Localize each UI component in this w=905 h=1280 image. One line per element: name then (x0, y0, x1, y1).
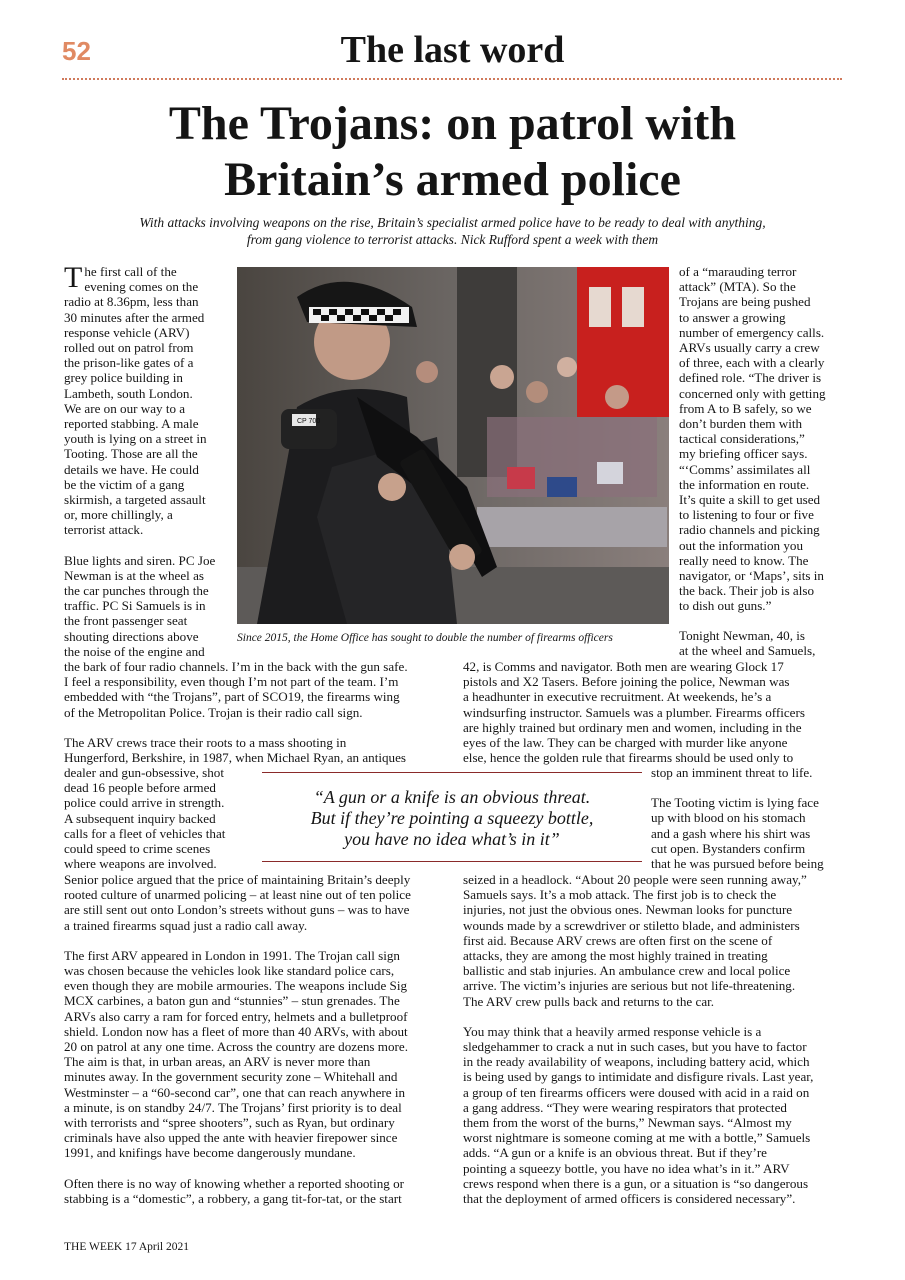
text-line: I feel a responsibility, even though I’m not part of the team. I’m (64, 674, 399, 690)
text-line: We are on our way to a (64, 400, 186, 416)
text-line: and a gash where his shirt was (651, 825, 811, 841)
text-line: to answer a growing (679, 309, 786, 325)
text-line: rolled out on patrol from (64, 340, 194, 356)
text-line: a minute, is on standby 24/7. The Trojans’ first priority is to deal (64, 1099, 402, 1115)
footer-issue: THE WEEK 17 April 2021 (64, 1241, 189, 1253)
text-line: radio channels and picking (679, 522, 820, 538)
text-line: wounds made by a screwdriver or stiletto blade, and administers (463, 917, 800, 933)
article-photo (237, 267, 669, 624)
pull-quote (262, 772, 642, 862)
text-line: cut open. Bystanders confirm (651, 840, 806, 856)
text-line: Often there is no way of knowing whether a reported shooting or (64, 1175, 404, 1191)
text-line: dealer and gun-obsessive, shot (64, 765, 224, 780)
left-column-narrow (64, 261, 234, 659)
text-line: adds. “A gun or a knife is an obvious threat. But if they’re (463, 1145, 767, 1161)
text-line: Newman is at the wheel as (64, 567, 204, 583)
text-line: 1991, and knifings have become dangerously mundane. (64, 1145, 356, 1161)
text-line: traffic. PC Si Samuels is in (64, 598, 206, 614)
text-line: Blue lights and siren. PC Joe (64, 552, 216, 568)
text-line: dead 16 people before armed (64, 780, 216, 796)
text-line: ARVs also carry a ram for forced entry, helmets and a bulletproof (64, 1008, 408, 1024)
left-column-wide (64, 659, 444, 765)
text-line: pistols and X2 Tasers. Before joining the police, Newman was (463, 674, 790, 690)
badge-text: CP 700 (297, 418, 321, 425)
paragraph-7 (463, 659, 848, 765)
paragraph-6 (679, 264, 849, 614)
paragraph-3-end (64, 872, 444, 933)
text-line: The ARV crew pulls back and returns to the car. (463, 993, 715, 1009)
text-line: Trojans are being pushed (679, 294, 811, 310)
text-line: are highly trained but ordinary men and women, including in the (463, 719, 802, 735)
text-line: 30 minutes after the armed (64, 309, 205, 325)
text-line: police could arrive in strength. (64, 795, 225, 811)
left-column-pullquote-wrap (64, 765, 259, 871)
text-line: Senior police argued that the price of maintaining Britain’s deeply (64, 872, 411, 887)
text-line: stabbing is a “domestic”, a robbery, a gang tit-for-tat, or the start (64, 1190, 402, 1206)
text-line: minutes away. In the government security zone – Whitehall and (64, 1069, 398, 1085)
text-line: else, hence the golden rule that firearms should be used only to (463, 750, 794, 766)
text-line: youth is lying on a street in (64, 431, 207, 447)
text-line: the front passenger seat (64, 613, 188, 629)
text-line: The Tooting victim is lying face (651, 795, 819, 811)
standfirst (90, 214, 815, 248)
pull-quote-line: you have no idea what’s in it” (344, 829, 560, 849)
pull-quote-line: But if they’re pointing a squeezy bottle, (310, 808, 594, 828)
text-line: defined role. “The driver is (679, 370, 822, 386)
paragraph-8-start (651, 795, 846, 871)
text-line: the noise of the engine and (64, 643, 205, 659)
text-line: “‘Comms’ assimilates all (679, 461, 811, 477)
text-line: the information en route. (679, 476, 810, 492)
photo-caption: Since 2015, the Home Office has sought to double the number of firearms officers (237, 632, 613, 644)
text-line: rooted culture of unarmed policing – at least nine out of ten police (64, 887, 411, 903)
text-line: Samuels says. It’s a mob attack. The first job is to check the (463, 887, 777, 903)
text-line: a gang address. “They were wearing respirators that protected (463, 1099, 787, 1115)
text-line: criminals have also upped the ante with heavier firepower since (64, 1130, 398, 1146)
text-line: that he was pursued before being (651, 856, 824, 872)
text-line: of three, each with a clearly (679, 355, 825, 371)
text-line: injuries, not just the obvious ones. Newman looks for puncture (463, 902, 793, 918)
text-line: arrive. The victim’s injuries are serious but not life-threatening. (463, 978, 796, 994)
text-line: details we have. He could (64, 461, 199, 477)
text-line: You may think that a heavily armed response vehicle is a (463, 1023, 762, 1039)
paragraph-7-end (651, 765, 846, 780)
text-line: radio at 8.36pm, less than (64, 294, 199, 310)
text-line: up with blood on his stomach (651, 810, 806, 826)
text-line: A subsequent inquiry backed (64, 810, 216, 826)
headline-line: Britain’s armed police (224, 153, 681, 206)
text-line: tactical considerations,” (679, 431, 805, 447)
text-line: It’s quite a skill to get used (679, 492, 821, 508)
text-line: a group of ten firearms officers were doused with acid in a raid on (463, 1084, 810, 1100)
text-line: of the Metropolitan Police. Trojan is their radio call sign. (64, 704, 363, 720)
text-line: skirmish, a targeted assault (64, 492, 206, 508)
text-line: them from the worst of the burns,” Newman says. “Almost my (463, 1115, 792, 1131)
standfirst-line: from gang violence to terrorist attacks. Nick Rufford spent a week with them (246, 232, 659, 247)
drop-cap: T (64, 261, 83, 294)
paragraph-8 (463, 872, 848, 1009)
police-officer-photo (237, 267, 669, 624)
text-line: MCX carbines, a baton gun and “stunnies” – stun grenades. The (64, 993, 400, 1009)
text-line: at the wheel and Samuels, (679, 642, 816, 658)
text-line: Tonight Newman, 40, is (679, 627, 806, 643)
standfirst-line: With attacks involving weapons on the rise, Britain’s specialist armed police have to be ready to deal with anything, (139, 215, 766, 230)
text-line: 42, is Comms and navigator. Both men are wearing Glock 17 (463, 659, 784, 674)
text-line: eyes of the law. They can be charged with murder like anyone (463, 735, 788, 751)
paragraph-9 (463, 1024, 848, 1206)
page-number: 52 (62, 36, 91, 66)
text-line: reported stabbing. A male (64, 416, 199, 432)
text-line: Lambeth, south London. (64, 385, 193, 401)
text-line: The aim is that, in urban areas, an ARV is never more than (64, 1054, 371, 1070)
text-line: calls for a fleet of vehicles that (64, 825, 226, 841)
text-line: a headhunter in executive recruitment. At weekends, he’s a (463, 689, 772, 705)
text-line: shouting directions above (64, 628, 199, 644)
text-line: the prison-like gates of a (64, 355, 194, 371)
text-line: from A to B safely, so we (679, 400, 812, 416)
text-line: attack” (MTA). So the (679, 279, 796, 295)
paragraph-7-start (679, 628, 849, 658)
paragraph-2-cont (64, 659, 444, 720)
paragraph-5 (64, 1176, 444, 1206)
text-line: be the victim of a gang (64, 476, 185, 492)
pull-quote-line: “A gun or a knife is an obvious threat. (313, 787, 591, 807)
right-column-wide (463, 659, 848, 765)
headline (60, 96, 845, 208)
text-line: is being used by gangs to intimidate and disfigure rivals. Last year, (463, 1069, 814, 1085)
text-line: The first ARV appeared in London in 1991. The Trojan call sign (64, 947, 400, 963)
text-line: number of emergency calls. (679, 324, 825, 340)
text-line: a trained firearms squad just a radio call away. (64, 917, 308, 933)
text-line: first aid. Because ARV crews are often first on the scene of (463, 932, 773, 948)
text-line: to listening to four or five (679, 507, 814, 523)
paragraph-2 (64, 553, 234, 659)
text-line: the car punches through the (64, 583, 209, 599)
text-line: Tooting. Those are all the (64, 446, 198, 462)
right-column-narrow (679, 264, 849, 658)
text-line: of a “marauding terror (679, 264, 797, 279)
text-line: worst nightmare is someone coming at me with a bottle,” Samuels (463, 1130, 811, 1146)
right-column-pullquote-wrap (651, 765, 846, 871)
text-line: concerned only with getting (679, 385, 826, 401)
text-line: attacks, they are among the most highly trained in treating (463, 948, 768, 964)
text-line: grey police building in (64, 370, 183, 386)
text-line: with terrorists and “spree shooters”, such as Ryan, but ordinary (64, 1115, 395, 1131)
section-title: The last word (340, 29, 565, 71)
paragraph-3 (64, 735, 444, 765)
text-line: terrorist attack. (64, 522, 144, 538)
text-line: the bark of four radio channels. I’m in the back with the gun safe. (64, 659, 408, 674)
text-line: stop an imminent threat to life. (651, 765, 813, 780)
text-line: was chosen because the vehicles look like standard police cars, (64, 963, 395, 979)
text-line: even though they are mobile armouries. The weapons include Sig (64, 978, 408, 994)
text-line: that the deployment of armed officers is considered necessary”. (463, 1191, 796, 1207)
text-line: or, more chillingly, a (64, 507, 173, 523)
text-line: to dish out guns.” (679, 598, 772, 614)
text-line: could speed to crime scenes (64, 841, 211, 857)
text-line: ARVs usually carry a crew (679, 340, 820, 356)
text-line: sledgehammer to crack a nut in such cases, but you have to factor (463, 1039, 807, 1055)
text-line: seized in a headlock. “About 20 people were seen running away,” (463, 872, 807, 887)
headline-line: The Trojans: on patrol with (168, 97, 737, 150)
text-line: Westminster – a “60-second car”, one that can reach anywhere in (64, 1084, 406, 1100)
text-line: don’t burden them with (679, 416, 803, 432)
text-line: the back. Their job is also (679, 583, 815, 599)
text-line: crews respond when there is a gun, or a situation is “so dangerous (463, 1175, 809, 1191)
text-line: where weapons are involved. (64, 856, 217, 872)
text-line: response vehicle (ARV) (64, 324, 190, 340)
text-line: he first call of the (84, 264, 177, 279)
text-line: evening comes on the (84, 279, 199, 295)
right-column-lower (463, 872, 848, 1206)
text-line: really need to know. The (679, 552, 809, 568)
text-line: embedded with “the Trojans”, part of SCO19, the firearms wing (64, 689, 400, 705)
text-line: ballistic and stab injuries. An ambulance crew and local police (463, 963, 791, 979)
paragraph-3-narrow (64, 765, 259, 871)
text-line: are still sent out onto London’s streets without guns – was to have (64, 902, 410, 918)
text-line: 20 on patrol at any one time. Across the country are dozens more. (64, 1039, 408, 1055)
text-line: Hungerford, Berkshire, in 1987, when Michael Ryan, an antiques (64, 750, 407, 766)
text-line: out the information you (679, 537, 804, 553)
text-line: navigator, or ‘Maps’, sits in (679, 568, 824, 584)
paragraph-1 (64, 261, 234, 538)
left-column-lower (64, 872, 444, 1206)
text-line: windsurfing instructor. Samuels was a plumber. Firearms officers (463, 704, 805, 720)
text-line: in the ready availability of weapons, including battery acid, which (463, 1054, 810, 1070)
text-line: The ARV crews trace their roots to a mass shooting in (64, 734, 347, 750)
header-divider (62, 78, 842, 80)
paragraph-4 (64, 948, 444, 1161)
text-line: pointing a squeezy bottle, you have no idea what’s in it.” ARV (463, 1160, 790, 1176)
text-line: shield. London now has a fleet of more than 40 ARVs, with about (64, 1023, 408, 1039)
text-line: my briefing officer says. (679, 446, 808, 462)
